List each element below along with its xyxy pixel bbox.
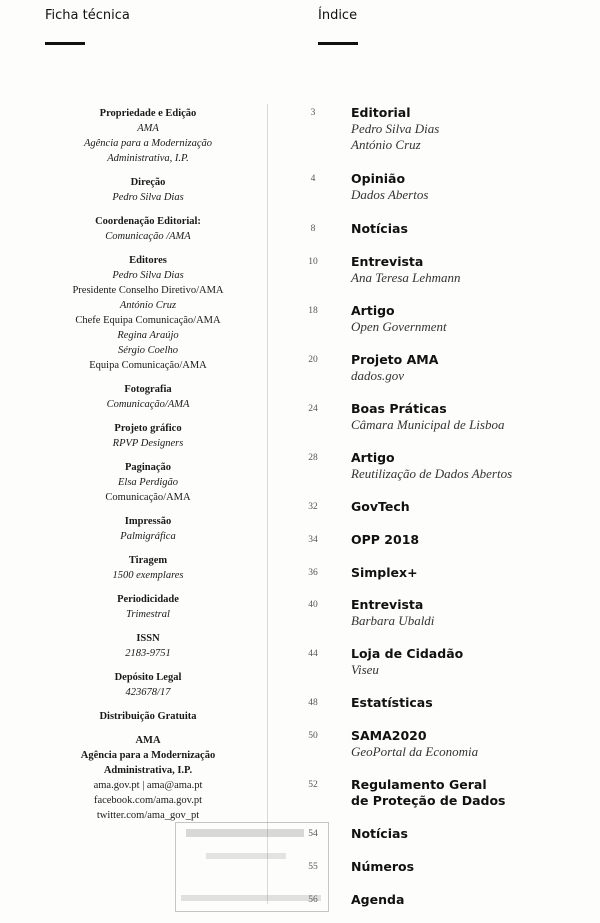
toc-title-line: Estatísticas	[351, 695, 433, 710]
toc-page-number: 34	[308, 535, 318, 545]
credit-value: Agência para a Modernização	[83, 138, 213, 149]
toc-subtitle-line: Ana Teresa Lehmann	[351, 270, 461, 285]
toc-page-number: 56	[308, 895, 318, 905]
toc-page-number: 24	[308, 404, 318, 414]
credit-value: AMA	[137, 123, 159, 134]
credit-value: RPVP Designers	[112, 438, 184, 449]
credit-value: 2183-9751	[125, 648, 171, 659]
credit-label: Editores	[129, 255, 167, 266]
toc-title-line: Projeto AMA	[351, 352, 439, 367]
toc-page-number: 50	[308, 731, 318, 741]
toc-title	[351, 401, 447, 417]
toc-page-number: 4	[310, 174, 316, 184]
toc-title	[351, 826, 408, 842]
credit-label: Depósito Legal	[114, 672, 182, 683]
toc-title	[351, 532, 419, 548]
toc-page-number: 44	[308, 649, 318, 659]
credit-value: Chefe Equipa Comunicação/AMA	[75, 315, 221, 326]
credit-value: Equipa Comunicação/AMA	[89, 360, 207, 371]
credit-group	[30, 253, 266, 373]
credit-group	[30, 631, 266, 661]
toc-subtitle-line: dados.gov	[351, 368, 405, 383]
toc-title	[351, 777, 506, 809]
credit-label: Impressão	[124, 516, 172, 527]
toc-title-line: Artigo	[351, 303, 395, 318]
credit-value: facebook.com/ama.gov.pt	[93, 795, 203, 806]
toc-subtitle	[351, 466, 512, 482]
credit-value: Administrativa, I.P.	[107, 153, 189, 164]
credit-label: Tiragem	[128, 555, 168, 566]
toc-title-line: Opinião	[351, 171, 406, 186]
toc-title-line: Notícias	[351, 826, 408, 841]
credit-group	[30, 421, 266, 451]
toc-page-number: 48	[308, 698, 318, 708]
credit-value: Palmigráfica	[120, 531, 176, 542]
toc-page-number: 40	[308, 600, 318, 610]
toc-title-line: Regulamento Geral	[351, 777, 487, 792]
toc-subtitle	[351, 368, 404, 384]
column-divider	[267, 104, 268, 904]
credit-value: Comunicação /AMA	[105, 231, 191, 242]
credit-value: ama.gov.pt | ama@ama.pt	[93, 780, 203, 791]
toc-title	[351, 646, 463, 662]
toc-title	[351, 597, 423, 613]
credit-value: Sérgio Coelho	[118, 345, 178, 356]
indice-heading: Índice	[318, 8, 358, 23]
received-stamp	[175, 822, 329, 912]
toc-title-line: Números	[351, 859, 415, 874]
toc-title	[351, 254, 423, 270]
credit-group	[30, 592, 266, 622]
credit-group	[30, 175, 266, 205]
toc-page-number: 20	[308, 355, 318, 365]
toc-subtitle	[351, 187, 428, 203]
credit-group	[30, 106, 266, 166]
toc-page-number: 8	[310, 224, 316, 234]
credit-value: twitter.com/ama_gov_pt	[96, 810, 200, 821]
toc-title-line: Agenda	[351, 892, 405, 907]
toc-subtitle-line: Dados Abertos	[351, 187, 429, 202]
credit-group	[30, 709, 266, 724]
toc-subtitle-line: Câmara Municipal de Lisboa	[351, 417, 505, 432]
toc-title-line: Editorial	[351, 105, 411, 120]
credit-value: Elsa Perdigão	[118, 477, 178, 488]
toc-title-line: Entrevista	[351, 597, 424, 612]
credit-group	[30, 460, 266, 505]
credit-group	[30, 514, 266, 544]
credit-label: ISSN	[136, 633, 160, 644]
toc-title-line: Notícias	[351, 221, 408, 236]
toc-title-line: de Proteção de Dados	[351, 793, 506, 808]
credit-value: 1500 exemplares	[112, 570, 184, 581]
toc-subtitle-line: Open Government	[351, 319, 447, 334]
toc-title-line: GovTech	[351, 499, 410, 514]
credit-group	[30, 382, 266, 412]
credit-value: António Cruz	[119, 300, 177, 311]
toc-title	[351, 171, 405, 187]
credit-value: Comunicação/AMA	[106, 399, 190, 410]
toc-title-line: Loja de Cidadão	[351, 646, 464, 661]
toc-subtitle	[351, 319, 447, 335]
credit-value: 423678/17	[125, 687, 171, 698]
credit-value: Pedro Silva Dias	[112, 192, 184, 203]
credit-value: Comunicação/AMA	[105, 492, 191, 503]
credit-label: Coordenação Editorial:	[95, 216, 201, 227]
credit-label: AMA	[135, 735, 161, 746]
credit-group	[30, 214, 266, 244]
credit-label: Projeto gráfico	[114, 423, 182, 434]
credit-label: Fotografia	[124, 384, 172, 395]
toc-title-line: Artigo	[351, 450, 395, 465]
indice-rule	[318, 42, 358, 45]
ficha-tecnica-rule	[45, 42, 85, 45]
toc-page-number: 32	[308, 502, 318, 512]
toc-title	[351, 221, 408, 237]
credit-group	[30, 733, 266, 823]
toc-title	[351, 105, 411, 121]
toc-subtitle-line: GeoPortal da Economia	[351, 744, 479, 759]
toc-subtitle	[351, 744, 478, 760]
toc-page-number: 18	[308, 306, 318, 316]
toc-subtitle	[351, 270, 461, 286]
toc-subtitle	[351, 121, 439, 153]
toc-title	[351, 450, 395, 466]
toc-subtitle-line: Viseu	[351, 662, 379, 677]
credit-value: Regina Araújo	[117, 330, 179, 341]
toc-page-number: 52	[308, 780, 318, 790]
toc-title	[351, 565, 418, 581]
credit-value: Pedro Silva Dias	[112, 270, 184, 281]
toc-subtitle	[351, 662, 379, 678]
toc-subtitle	[351, 417, 504, 433]
credit-group	[30, 553, 266, 583]
credit-value: Agência para a Modernização	[80, 750, 216, 761]
credit-label: Direção	[130, 177, 166, 188]
toc-page-number: 3	[310, 108, 316, 118]
toc-page-number: 55	[308, 862, 318, 872]
toc-title	[351, 303, 395, 319]
toc-title	[351, 695, 433, 711]
toc-subtitle-line: Reutilização de Dados Abertos	[351, 466, 513, 481]
credit-value: Administrativa, I.P.	[103, 765, 193, 776]
toc-title	[351, 499, 410, 515]
toc-subtitle-line: Pedro Silva Dias	[351, 121, 440, 136]
toc-page-number: 36	[308, 568, 318, 578]
credit-label: Paginação	[124, 462, 172, 473]
toc-page-number: 28	[308, 453, 318, 463]
credit-value: Trimestral	[126, 609, 170, 620]
toc-title	[351, 728, 427, 744]
credit-value: Presidente Conselho Diretivo/AMA	[72, 285, 224, 296]
toc-subtitle-line: Barbara Ubaldi	[351, 613, 435, 628]
toc-title-line: Boas Práticas	[351, 401, 447, 416]
credit-label: Propriedade e Edição	[99, 108, 197, 119]
toc-title-line: Simplex+	[351, 565, 418, 580]
credits-column	[30, 106, 266, 832]
toc-title	[351, 892, 404, 908]
toc-page-number: 10	[308, 257, 318, 267]
toc-subtitle	[351, 613, 434, 629]
credit-label: Periodicidade	[117, 594, 179, 605]
credit-label: Distribuição Gratuita	[99, 711, 197, 722]
toc-title-line: OPP 2018	[351, 532, 420, 547]
toc-title-line: SAMA2020	[351, 728, 427, 743]
toc-title	[351, 352, 438, 368]
toc-subtitle-line: António Cruz	[351, 137, 421, 152]
toc-title-line: Entrevista	[351, 254, 424, 269]
toc-page-number: 54	[308, 829, 318, 839]
credit-group	[30, 670, 266, 700]
ficha-tecnica-heading: Ficha técnica	[45, 8, 130, 23]
toc-title	[351, 859, 414, 875]
